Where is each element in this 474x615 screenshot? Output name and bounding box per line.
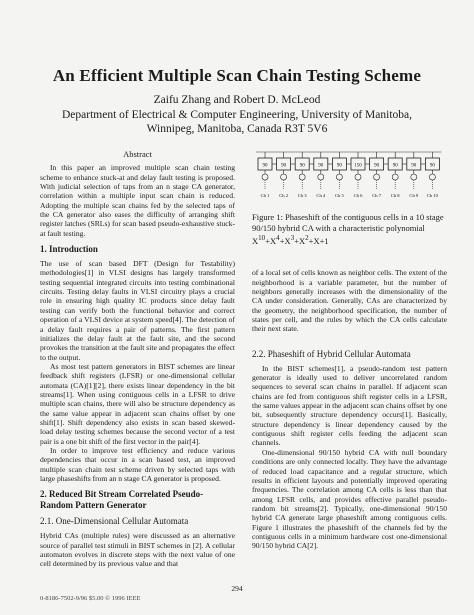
right-column (252, 212, 447, 551)
subsection-2-2-heading: 2.2. Phaseshift of Hybrid Cellular Automata (252, 348, 411, 359)
poly-exp-2: 4 (276, 234, 280, 242)
channel-label: Ch 2 (279, 193, 289, 198)
channel-label: Ch 9 (409, 193, 419, 198)
xor-gate-icon (411, 174, 417, 180)
ca-cell-rule: 90 (299, 163, 305, 169)
left-column (40, 150, 235, 569)
channel-label: Ch 1 (260, 193, 270, 198)
subsection-2-1-heading: 2.1. One-Dimensional Cellular Automata (40, 516, 189, 527)
intro-paragraph-2: As most test pattern generators in BIST schemes are linear feedback shift registers (LFSR) or one-dimensional cellular automata (CA)[1][2], there exists linear dependency in the bit streams[1]. When using contiguous cells in a LFSR to drive multiple scan chains, there will also be structure dependency as the same value appear in adjacent scan chains offset by one shift[1]. Shift dependency also exists in scan based skewed-load delay testing schemes because the second vector of a test pair is a one bit shift of the first vector in the pair[4]. (40, 361, 235, 446)
copyright-line: 0-8186-7502-9/96 $5.00 © 1996 IEEE (40, 595, 141, 602)
xor-gate-icon (318, 174, 324, 180)
section-2-heading-line-2: Random Pattern Generator (40, 500, 147, 511)
xor-gate-icon (262, 174, 268, 180)
intro-paragraph-1: The use of scan based DFT (Design for Testability) methodologies[1] in VLSI designs has largely transformed testing sequential integrated circuits into testing combinational circuits. Testing delay faults in VLSI circuitry plays a crucial role in ensuring high quality IC products since delay fault testing can verify both the functional behavior and correct operation of a VLSI device at system speed[4]. The detection of a delay fault requires a pair of patterns. The first pattern initializes the delay fault at the fault site, and the second provokes the transition at the fault site and propagates the effect to the output. (40, 259, 235, 362)
paper-authors: Zaifu Zhang and Robert D. McLeod (153, 94, 321, 106)
section-1-heading: 1. Introduction (40, 244, 98, 255)
abstract-text: In this paper an improved multiple scan chain testing scheme to enhance stuck-at and delay fault testing is proposed. With judicial selection of taps from an n stage CA generator, correlation within a multiple input scan chain is reduced. Adopting the multiple scan chains fed by the selected taps of the CA generator also eases the difficulty of arranging shift register latches (SRLs) for scan based pseudo-exhaustive stuck-at fault testing. (40, 163, 235, 238)
channel-label: Ch 6 (353, 193, 363, 198)
ca-cell-rule: 90 (262, 163, 268, 169)
xor-gate-icon (429, 174, 435, 180)
ca-cell-rule: 90 (429, 163, 435, 169)
ca-cell-rule: 90 (374, 163, 380, 169)
xor-gate-icon (281, 174, 287, 180)
channel-label: Ch 4 (316, 193, 326, 198)
figure-1-diagram (252, 148, 452, 210)
figure-1-caption-text: Figure 1: Phaseshift of the contiguous cells in a 10 stage 90/150 hybrid CA with a characteristic polynomial X (252, 212, 444, 246)
channel-label: Ch 5 (334, 193, 344, 198)
ca-cell-rule: 90 (411, 163, 417, 169)
ca-cell-rule: 90 (281, 163, 287, 169)
right-paragraph-1: of a local set of cells known as neighbor cells. The extent of the neighborhood is a variable parameter, but the number of neighbors generally increases with the dimensionality of the CA under consideration. Generally, CAs are characterized by the geometry, the neighborhood specification, the number of states per cell, and the rules by which the CA cells calculate their next state. (252, 268, 447, 334)
poly-exp-3: 3 (290, 234, 295, 242)
ca-cell-rule: 90 (318, 163, 324, 169)
section-2-2-paragraph-2: One-dimensional 90/150 hybrid CA with null boundary conditions are only connected locally. They have the advantage of reduced load capacitance and a regular structure, which results in efficient layouts and potentially improved operating frequencies. The correlation among CA cells is less than that among LFSR cells, and provides effective parallel pseudo-random bit streams[2]. Typically, one-dimensional 90/150 hybrid CA generate large phaseshift among contiguous cells. Figure 1 illustrates the phaseshift of the channels fed by the contiguous cells in a minimum hardware cost one-dimensional 90/150 hybrid CA[2]. (252, 447, 447, 551)
section-2-heading (40, 489, 235, 511)
poly-exp-4: 2 (305, 234, 309, 242)
poly-term-2: +X (279, 235, 291, 246)
poly-exp-1: 10 (258, 234, 266, 242)
affiliation-line-1: Department of Electrical & Computer Engineering, University of Manitoba, (61, 109, 412, 121)
xor-gate-icon (299, 174, 305, 180)
channel-label: Ch 7 (372, 193, 382, 198)
poly-term-4: +X+1 (308, 235, 329, 246)
xor-gate-icon (374, 174, 380, 180)
paper-affiliation (0, 108, 474, 136)
affiliation-line-2: Winnipeg, Manitoba, Canada R3T 5V6 (146, 123, 328, 135)
poly-term-1: +X (265, 235, 277, 246)
channel-label: Ch 3 (297, 193, 307, 198)
xor-gate-icon (336, 174, 342, 180)
ca-cell-rule: 150 (354, 163, 362, 169)
xor-gate-icon (355, 174, 361, 180)
intro-paragraph-3: In order to improve test efficiency and reduce various dependencies that occur in a scan based test, an improved multiple scan chain test scheme driven by selected taps with large phaseshifts from an n stage CA generator is proposed. (40, 445, 235, 483)
ca-cell-rule: 90 (392, 163, 398, 169)
section-2-heading-line-1: 2. Reduced Bit Stream Correlated Pseudo- (40, 489, 204, 500)
channel-label: Ch 10 (426, 193, 438, 198)
figure-1-caption (252, 212, 447, 246)
xor-gate-icon (392, 174, 398, 180)
abstract-heading: Abstract (123, 149, 152, 159)
paper-title: An Efficient Multiple Scan Chain Testing Scheme (52, 66, 422, 85)
section-2-1-paragraph: Hybrid CAs (multiple rules) were discussed as an alternative source of parallel test stimuli in BIST schemes in [2]. A cellular automaton evolves in discrete steps with the next value of one cell determined by its previous value and that (40, 531, 235, 569)
page-number: 294 (231, 584, 243, 593)
poly-term-3: +X (294, 235, 306, 246)
section-2-2-paragraph-1: In the BIST schemes[1], a pseudo-random test pattern generator is ideally used to deliver uncorrelated random sequences to several scan chains in parallel. If adjacent scan chains are fed from contiguous shift register cells in a LFSR, the same values appear in the adjacent scan chains offset by one bit, subsequently structure dependency occurs[1]. Basically, structure dependency is linear dependency caused by the contiguous shift register cells feeding the adjacent scan channels. (252, 363, 447, 448)
ca-cell-rule: 90 (336, 163, 342, 169)
channel-label: Ch 8 (390, 193, 400, 198)
